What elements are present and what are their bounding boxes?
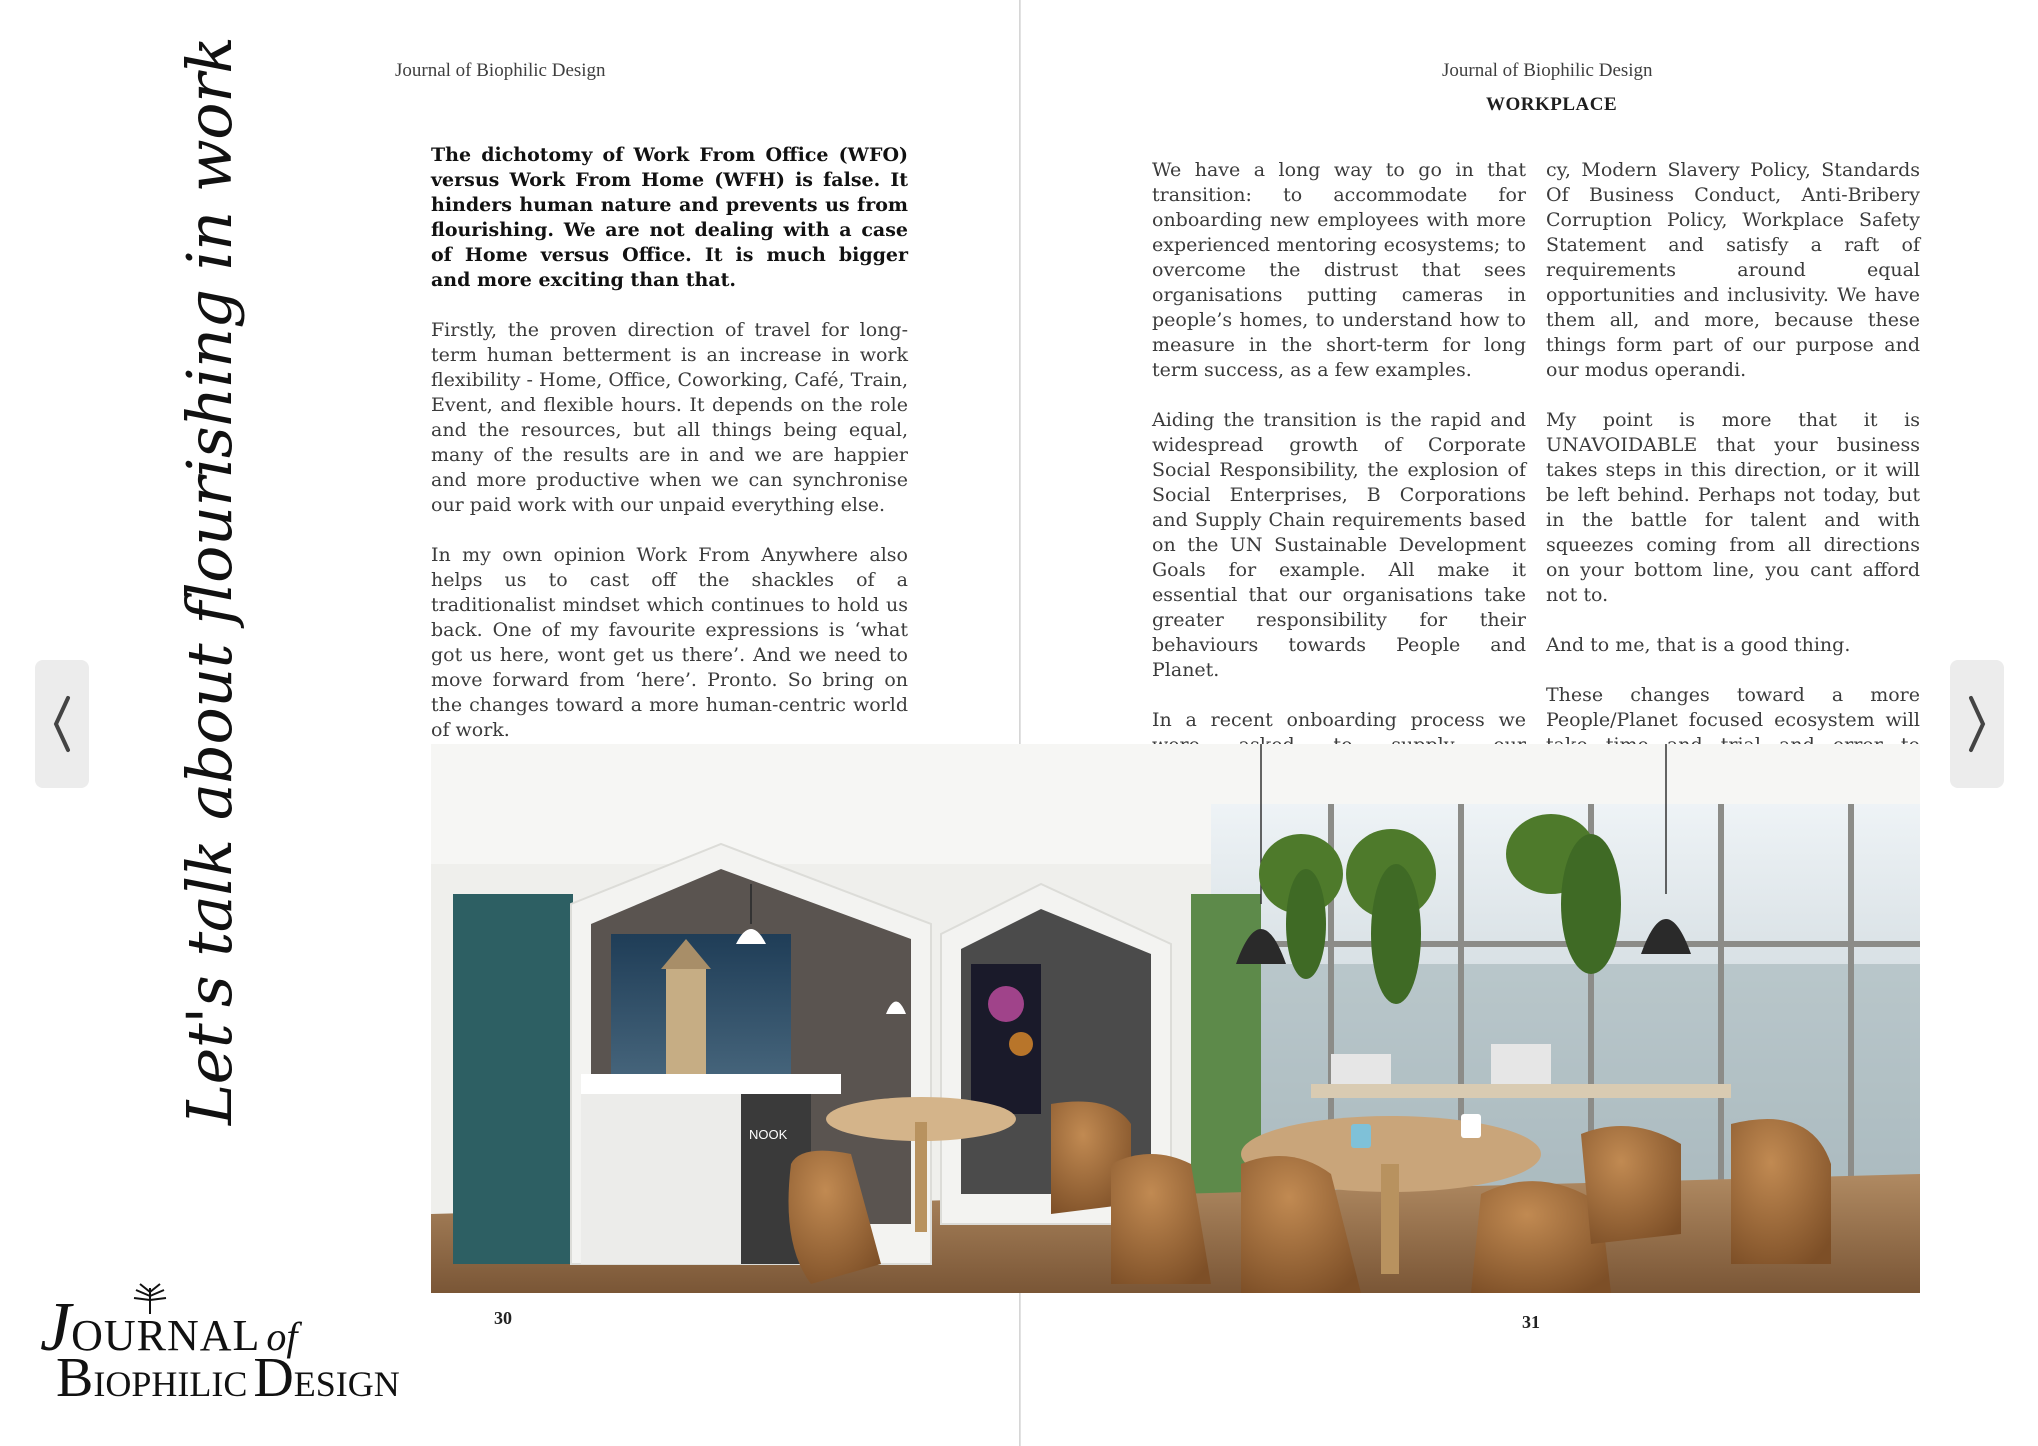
paragraph: In my own opinion Work From Anywhere also helps us to cast off the shackles of a traditionalist mindset which continues to hold us back. One of my favourite expressions is ‘what got us here, wont get us there’. And we need to move forward from ‘here’. Pronto. So bring on the changes toward a more human-centric world of work. — [431, 544, 908, 741]
journal-logo — [40, 1280, 420, 1410]
paragraph: cy, Modern Slavery Policy, Standards Of Business Conduct, Anti-Bribery Corruption Policy, Workplace Safety Statement and satisfy a raft of requirements around equal opportunities and inclusivity. We have them all, and more, because these things form part of our purpose and our modus operandi. — [1546, 159, 1920, 381]
article-title: Let's talk about flourishing in work — [173, 36, 246, 1125]
logo-line-1: JOURNAL of — [40, 1289, 298, 1366]
paragraph: And to me, that is a good thing. — [1546, 634, 1851, 656]
right-column-2 — [1546, 158, 1920, 783]
left-column — [431, 143, 908, 743]
left-running-head: Journal of Biophilic Design — [395, 60, 606, 81]
left-page-number: 30 — [494, 1308, 512, 1328]
right-running-head: Journal of Biophilic Design — [1442, 60, 1653, 81]
previous-page-button[interactable] — [35, 660, 89, 788]
right-page-number: 31 — [1522, 1312, 1540, 1332]
lead-paragraph: The dichotomy of Work From Office (WFO) versus Work From Home (WFH) is false. It hinders human nature and prevents us from flourishing. We are not dealing with a case of Home versus Office. It is much bigger and more exciting than that. — [431, 144, 908, 291]
paragraph: My point is more that it is UNAVOIDABLE that your business takes steps in this direction, or it will be left behind. Perhaps not today, but in the battle for talent and with squeezes coming from all directions on your bottom line, you cant afford not to. — [1546, 409, 1920, 606]
booth-badge: NOOK — [749, 1127, 788, 1142]
paragraph: These changes toward a more People/Planet focused ecosystem will — [1546, 684, 1920, 731]
next-page-button[interactable] — [1950, 660, 2004, 788]
workplace-illustration — [431, 744, 1920, 1293]
workplace-interior-photo — [431, 744, 1920, 1293]
section-label: WORKPLACE — [1486, 94, 1618, 115]
paragraph: We have a long way to go in that transition: to accommodate for onboarding new employees with more experienced mentoring ecosystems; to overcome the distrust that sees organisations putting cameras in people’s homes, to understand how to measure in the short-term for long term success, as a few examples. — [1152, 159, 1526, 381]
paragraph: Firstly, the proven direction of travel for long-term human betterment is an increase in work flexibility - Home, Office, Coworking, Café, Train, Event, and flexible hours. It depends on the role and the resources, but all things being equal, many of the results are in and we are happier and more productive when we can synchronise our paid work with our unpaid everything else. — [431, 319, 908, 516]
logo-line-2: BIOPHILIC DESIGN — [56, 1347, 400, 1409]
paragraph: Aiding the transition is the rapid and widespread growth of Corporate Social Responsibility, the explosion of Social Enterprises, B Corporations and Supply Chain requirements based on the UN Sustainable Development Goals for example. All make it essential that our organisations take greater responsibility for their behaviours towards People and Planet. — [1152, 409, 1526, 681]
chevron-right-icon — [1965, 694, 1989, 754]
right-column-1 — [1152, 158, 1526, 783]
paragraph: In a recent onboarding process we — [1152, 709, 1526, 731]
chevron-left-icon — [50, 694, 74, 754]
